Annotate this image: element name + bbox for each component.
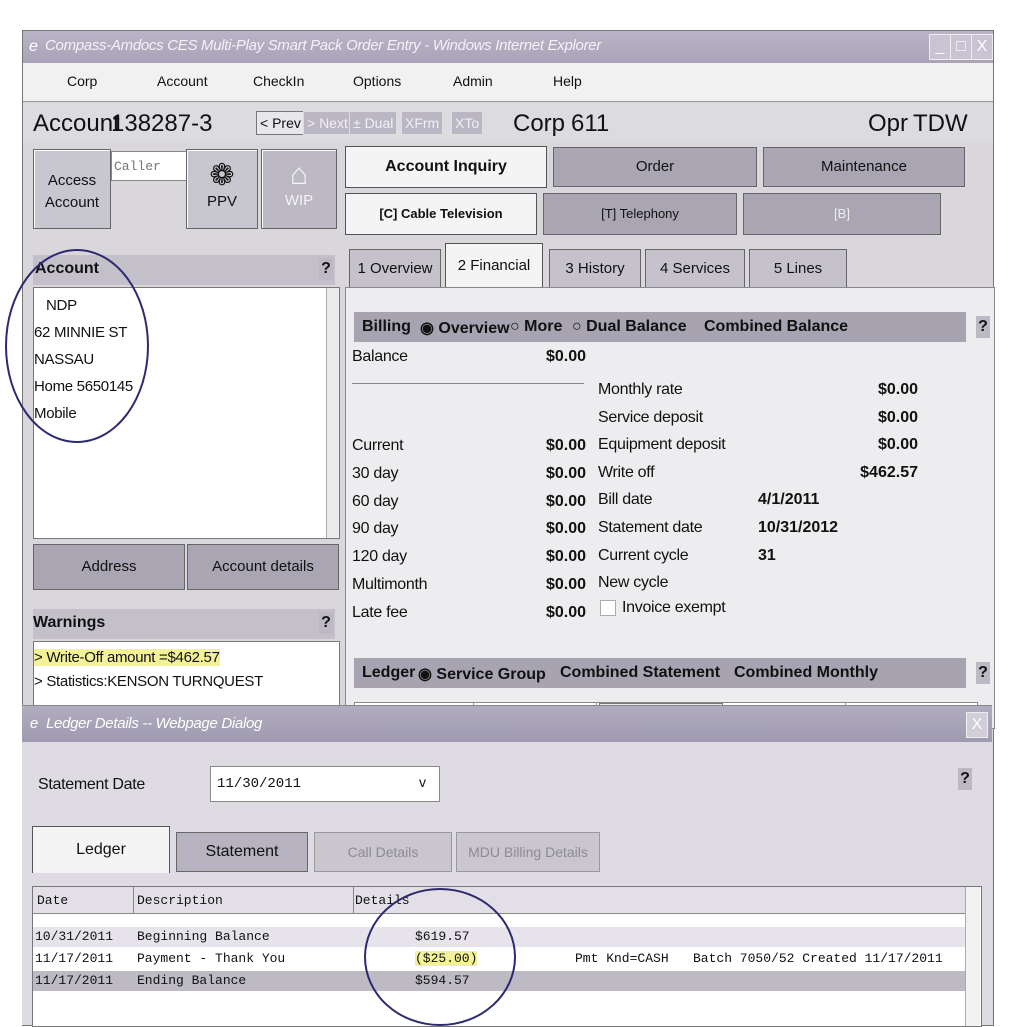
account-panel-title: Account bbox=[35, 260, 99, 277]
billing-band bbox=[354, 312, 966, 342]
row-amount: $594.57 bbox=[415, 973, 470, 988]
deposit-label: Write off bbox=[598, 463, 655, 481]
menu-account[interactable]: Account bbox=[157, 73, 208, 89]
dialog-tab-ledger[interactable]: Ledger bbox=[32, 826, 170, 873]
table-scrollbar[interactable] bbox=[965, 887, 980, 1026]
access-account-label: Access Account bbox=[44, 172, 100, 211]
aging-value: $0.00 bbox=[545, 603, 586, 621]
warning-item bbox=[34, 646, 263, 670]
dialog-tab-statement[interactable]: Statement bbox=[176, 832, 308, 872]
ink-circle-annotation bbox=[364, 888, 516, 1026]
help-icon[interactable]: ? bbox=[976, 316, 990, 338]
row-amount: $619.57 bbox=[415, 929, 470, 944]
warnings-header bbox=[33, 609, 335, 639]
date-value: 4/1/2011 bbox=[758, 491, 820, 508]
tab-order[interactable]: Order bbox=[553, 147, 757, 187]
help-icon[interactable]: ? bbox=[958, 768, 972, 790]
date-value: 10/31/2012 bbox=[758, 518, 839, 536]
deposit-label: Monthly rate bbox=[598, 381, 683, 398]
wip-icon: ⌂ bbox=[289, 158, 309, 191]
ledger-title: Ledger bbox=[362, 664, 416, 681]
column-description[interactable]: Description bbox=[137, 893, 223, 908]
window-title: Compass-Amdocs CES Multi-Play Smart Pack Order Entry - Windows Internet Explorer bbox=[45, 37, 602, 54]
warnings-title: Warnings bbox=[33, 614, 106, 631]
balance-label: Balance bbox=[352, 348, 408, 365]
sub-tab-bar bbox=[345, 243, 993, 287]
date-label: New cycle bbox=[598, 574, 669, 592]
warning-item: > Statistics:KENSON TURNQUEST bbox=[34, 673, 263, 690]
corp-number: 611 bbox=[571, 110, 610, 137]
xto-button[interactable]: XTo bbox=[451, 111, 483, 135]
radio-overview[interactable]: ◉ Overview bbox=[420, 320, 510, 337]
wip-label: WIP bbox=[284, 192, 314, 209]
opr-label: Opr bbox=[868, 110, 909, 137]
menu-bar bbox=[23, 63, 993, 102]
option-service-group: Service Group bbox=[436, 666, 546, 683]
account-label: Account bbox=[33, 110, 120, 137]
aging-label: Late fee bbox=[352, 603, 408, 621]
menu-checkin[interactable]: CheckIn bbox=[253, 73, 305, 89]
row-batch: Batch 7050/52 Created 11/17/2011 bbox=[693, 951, 943, 966]
deposit-values bbox=[826, 376, 918, 486]
address-line: Mobile bbox=[34, 405, 77, 422]
help-icon[interactable]: ? bbox=[319, 612, 333, 634]
aging-label: Multimonth bbox=[352, 575, 428, 593]
aging-label: 60 day bbox=[352, 492, 399, 510]
combined-monthly-label: Combined Monthly bbox=[734, 664, 878, 681]
radio-more[interactable]: ○ More bbox=[510, 318, 563, 335]
row-amount: ($25.00) bbox=[415, 951, 478, 966]
statement-date-label: Statement Date bbox=[38, 776, 145, 793]
date-values bbox=[758, 486, 838, 569]
row-date: 11/17/2011 bbox=[35, 973, 114, 988]
corp-label: Corp bbox=[513, 110, 566, 137]
column-divider bbox=[133, 887, 134, 913]
warnings-box bbox=[33, 641, 340, 713]
tab-lines[interactable]: 5 Lines bbox=[749, 249, 847, 289]
wip-button[interactable] bbox=[261, 149, 337, 229]
tab-telephony[interactable]: [T] Telephony bbox=[543, 193, 737, 235]
ledger-band bbox=[354, 658, 966, 688]
option-overview: Overview bbox=[438, 320, 510, 337]
invoice-exempt-checkbox[interactable] bbox=[600, 600, 616, 616]
statement-date-select[interactable] bbox=[210, 766, 440, 802]
date-label: Current cycle bbox=[598, 546, 689, 564]
menu-admin[interactable]: Admin bbox=[453, 73, 493, 89]
tab-history[interactable]: 3 History bbox=[549, 249, 641, 289]
tab-overview[interactable]: 1 Overview bbox=[349, 249, 441, 289]
column-date[interactable]: Date bbox=[37, 893, 69, 908]
invoice-exempt-label: Invoice exempt bbox=[622, 599, 726, 616]
dialog-title: Ledger Details -- Webpage Dialog bbox=[46, 715, 263, 732]
maximize-button[interactable]: □ bbox=[950, 34, 972, 60]
radio-dual-balance[interactable]: ○ Dual Balance bbox=[572, 318, 687, 335]
deposit-value: $0.00 bbox=[877, 436, 918, 453]
dialog-close-button[interactable]: X bbox=[966, 712, 988, 738]
menu-help[interactable]: Help bbox=[553, 73, 582, 89]
tab-financial[interactable]: 2 Financial bbox=[445, 243, 543, 290]
deposit-value: $0.00 bbox=[877, 381, 918, 398]
deposit-value: $0.00 bbox=[877, 408, 918, 426]
ie-icon: e bbox=[30, 715, 39, 732]
tab-cable-television[interactable]: [C] Cable Television bbox=[345, 193, 537, 235]
date-value: 31 bbox=[758, 546, 776, 564]
combined-balance-label: Combined Balance bbox=[704, 318, 849, 335]
account-number: 138287-3 bbox=[111, 110, 213, 137]
deposit-label: Equipment deposit bbox=[598, 436, 726, 453]
combined-statement-label: Combined Statement bbox=[560, 664, 721, 681]
option-dual-balance: Dual Balance bbox=[586, 318, 687, 335]
tab-b[interactable]: [B] bbox=[743, 193, 941, 235]
row-payment-kind: Pmt Knd=CASH bbox=[575, 951, 669, 966]
warnings-list bbox=[34, 646, 263, 694]
aging-value: $0.00 bbox=[545, 437, 586, 454]
date-label: Statement date bbox=[598, 518, 703, 536]
xfrm-button[interactable]: XFrm bbox=[401, 111, 443, 135]
ppv-label: PPV bbox=[206, 193, 237, 210]
close-button[interactable]: X bbox=[971, 34, 993, 60]
radio-service-group[interactable]: ◉ Service Group bbox=[418, 666, 546, 683]
dialog-tab-call-details[interactable]: Call Details bbox=[314, 832, 452, 872]
row-description: Beginning Balance bbox=[137, 929, 270, 944]
ledger-table-header bbox=[33, 887, 965, 914]
row-description: Payment - Thank You bbox=[137, 951, 286, 966]
balance-value: $0.00 bbox=[545, 348, 586, 365]
date-label: Bill date bbox=[598, 491, 653, 508]
tab-maintenance[interactable]: Maintenance bbox=[763, 147, 965, 187]
column-details[interactable]: Details bbox=[355, 893, 410, 908]
address-line: 62 MINNIE ST bbox=[34, 324, 128, 341]
tab-services[interactable]: 4 Services bbox=[645, 249, 745, 289]
option-more: More bbox=[524, 318, 563, 335]
row-date: 10/31/2011 bbox=[35, 929, 114, 944]
deposit-labels bbox=[598, 376, 725, 486]
ie-icon: e bbox=[29, 38, 38, 55]
aging-value: $0.00 bbox=[545, 492, 586, 510]
account-bar bbox=[23, 103, 993, 143]
deposit-label: Service deposit bbox=[598, 408, 703, 426]
aging-labels bbox=[352, 432, 427, 627]
help-icon[interactable]: ? bbox=[319, 258, 333, 280]
dialog-tab-mdu-billing[interactable]: MDU Billing Details bbox=[456, 832, 600, 872]
row-date: 11/17/2011 bbox=[35, 951, 114, 966]
aging-value: $0.00 bbox=[545, 575, 586, 593]
ink-circle-annotation bbox=[5, 249, 149, 443]
aging-value: $0.00 bbox=[545, 548, 586, 566]
title-bar bbox=[23, 31, 993, 63]
aging-values bbox=[496, 432, 586, 627]
menu-options[interactable]: Options bbox=[353, 73, 402, 89]
access-account-button[interactable] bbox=[33, 149, 111, 229]
opr-value: TDW bbox=[913, 110, 968, 137]
help-icon[interactable]: ? bbox=[976, 662, 990, 684]
minimize-button[interactable]: _ bbox=[929, 34, 951, 60]
dialog-title-bar bbox=[22, 706, 992, 742]
ledger-details-dialog bbox=[22, 705, 992, 1025]
row-description: Ending Balance bbox=[137, 973, 247, 988]
tab-account-inquiry[interactable]: Account Inquiry bbox=[345, 146, 547, 188]
aging-value: $0.00 bbox=[545, 464, 586, 482]
address-scrollbar[interactable] bbox=[326, 288, 339, 538]
aging-value: $0.00 bbox=[545, 520, 586, 538]
warning-writeoff: > Write-Off amount =$462.57 bbox=[34, 649, 220, 666]
address-button[interactable]: Address bbox=[33, 544, 185, 590]
billing-title: Billing bbox=[362, 318, 411, 335]
divider bbox=[352, 383, 584, 384]
date-labels bbox=[598, 486, 702, 597]
prev-button[interactable]: < Prev bbox=[256, 111, 305, 135]
aging-label: 30 day bbox=[352, 464, 399, 482]
chevron-down-icon[interactable]: v bbox=[419, 774, 426, 790]
column-divider bbox=[353, 887, 354, 913]
address-line: NDP bbox=[46, 297, 77, 314]
financial-panel bbox=[345, 287, 995, 729]
aging-label: Current bbox=[352, 437, 404, 454]
aging-label: 120 day bbox=[352, 548, 407, 566]
film-reel-icon: ❁ bbox=[209, 159, 235, 192]
caller-input[interactable] bbox=[111, 151, 187, 181]
statement-date-value: 11/30/2011 bbox=[217, 776, 302, 792]
deposit-value: $462.57 bbox=[860, 463, 918, 481]
next-button[interactable]: > Next bbox=[303, 111, 352, 135]
ppv-button[interactable] bbox=[186, 149, 258, 229]
menu-corp[interactable]: Corp bbox=[67, 73, 98, 89]
address-line: NASSAU bbox=[34, 351, 94, 368]
dual-button[interactable]: ± Dual bbox=[349, 111, 397, 135]
address-line: Home 5650145 bbox=[34, 378, 133, 395]
aging-label: 90 day bbox=[352, 520, 399, 538]
account-details-button[interactable]: Account details bbox=[187, 544, 339, 590]
